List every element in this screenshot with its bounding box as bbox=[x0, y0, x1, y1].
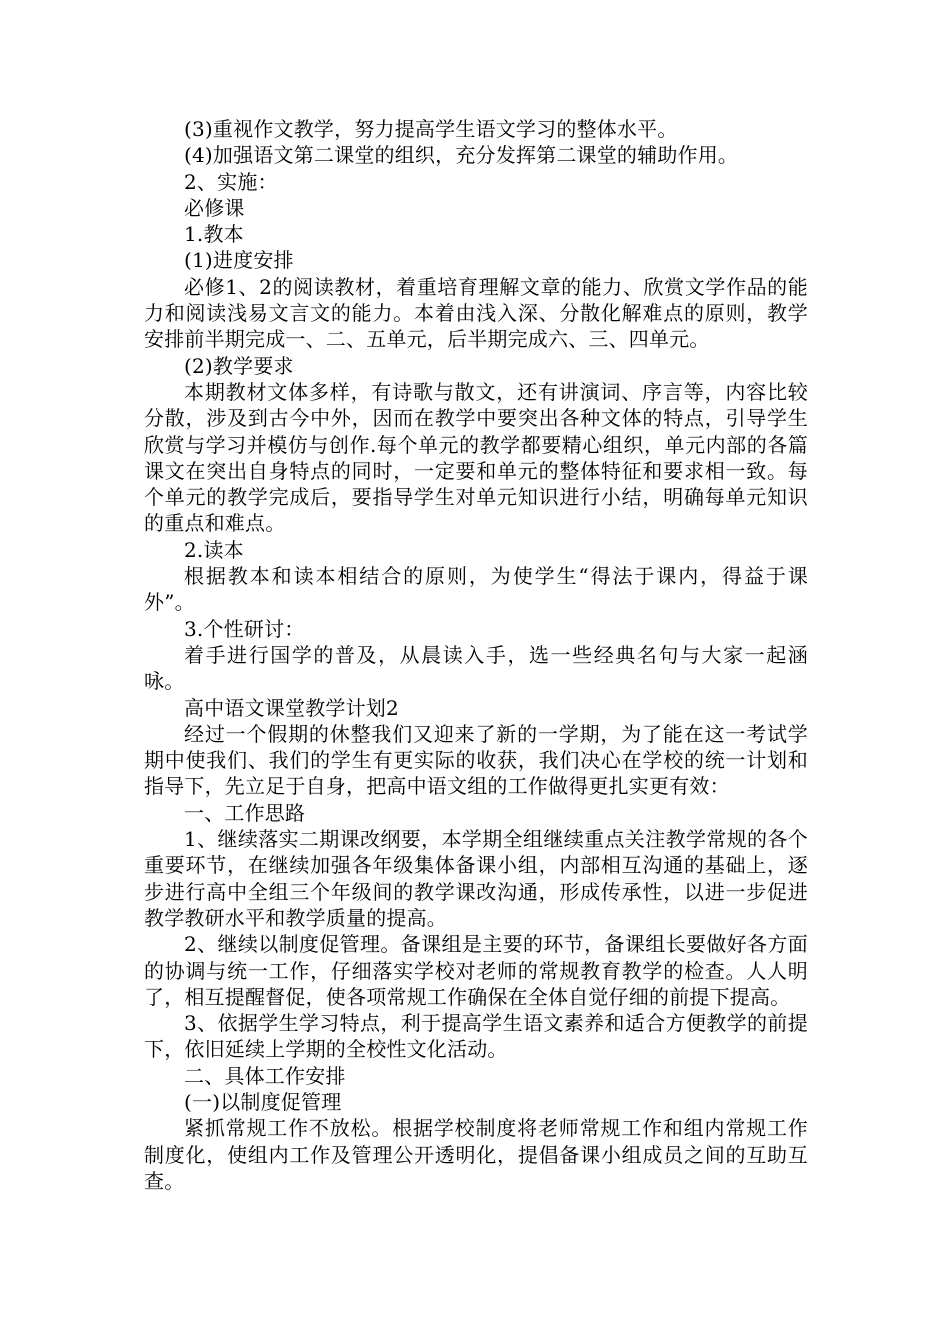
paragraph: 2、继续以制度促管理。备课组是主要的环节，备课组长要做好各方面的协调与统一工作，仔细落实学校对老师的常规教育教学的检查。人人明了，相互提醒督促，使各项常规工作确保在全体自觉仔细的前提下提高。 bbox=[144, 932, 808, 1009]
paragraph: 经过一个假期的休整我们又迎来了新的一学期，为了能在这一考试学期中使我们、我们的学生有更实际的收获，我们决心在学校的统一计划和指导下，先立足于自身，把高中语文组的工作做得更扎实更有效： bbox=[144, 721, 808, 799]
section-heading: 二、具体工作安排 bbox=[184, 1063, 346, 1088]
document-body bbox=[144, 116, 808, 1194]
paragraph: 1.教本 bbox=[184, 222, 244, 247]
paragraph: 根据教本和读本相结合的原则，为使学生“得法于课内，得益于课外”。 bbox=[144, 564, 808, 615]
subsection-heading: (一)以制度促管理 bbox=[184, 1089, 342, 1114]
paragraph: 紧抓常规工作不放松。根据学校制度将老师常规工作和组内常规工作制度化，使组内工作及管理公开透明化，提倡备课小组成员之间的互助互查。 bbox=[144, 1116, 808, 1193]
paragraph: 必修课 bbox=[184, 195, 245, 220]
paragraph: (2)教学要求 bbox=[184, 353, 294, 378]
paragraph: 2、实施： bbox=[184, 169, 278, 194]
paragraph: 2.读本 bbox=[184, 537, 244, 562]
section-title: 高中语文课堂教学计划2 bbox=[184, 695, 399, 720]
paragraph: (1)进度安排 bbox=[184, 248, 294, 273]
paragraph: 本期教材文体多样，有诗歌与散文，还有讲演词、序言等，内容比较分散，涉及到古今中外，因而在教学中要突出各种文体的特点，引导学生欣赏与学习并模仿与创作.每个单元的教学都要精心组织，单元内部的各篇课文在突出自身特点的同时，一定要和单元的整体特征和要求相一致。每个单元的教学完成后，要指导学生对单元知识进行小结，明确每单元知识的重点和难点。 bbox=[144, 379, 808, 536]
paragraph: (3)重视作文教学，努力提高学生语文学习的整体水平。 bbox=[184, 117, 678, 141]
paragraph: 必修1、2的阅读教材，着重培育理解文章的能力、欣赏文学作品的能力和阅读浅易文言文的能力。本着由浅入深、分散化解难点的原则，教学安排前半期完成一、二、五单元，后半期完成六、三、四单元。 bbox=[144, 274, 808, 352]
paragraph: 3、依据学生学习特点，利于提高学生语文素养和适合方便教学的前提下，依旧延续上学期的全校性文化活动。 bbox=[144, 1011, 808, 1062]
paragraph: 3.个性研讨： bbox=[184, 616, 305, 641]
paragraph: 着手进行国学的普及，从晨读入手，选一些经典名句与大家一起涵咏。 bbox=[144, 642, 808, 694]
section-heading: 一、工作思路 bbox=[184, 800, 306, 825]
paragraph: (4)加强语文第二课堂的组织，充分发挥第二课堂的辅助作用。 bbox=[184, 143, 739, 168]
paragraph: 1、继续落实二期课改纲要，本学期全组继续重点关注教学常规的各个重要环节，在继续加强各年级集体备课小组，内部相互沟通的基础上，逐步进行高中全组三个年级间的教学课改沟通，形成传承性，以进一步促进教学教研水平和教学质量的提高。 bbox=[144, 827, 808, 930]
